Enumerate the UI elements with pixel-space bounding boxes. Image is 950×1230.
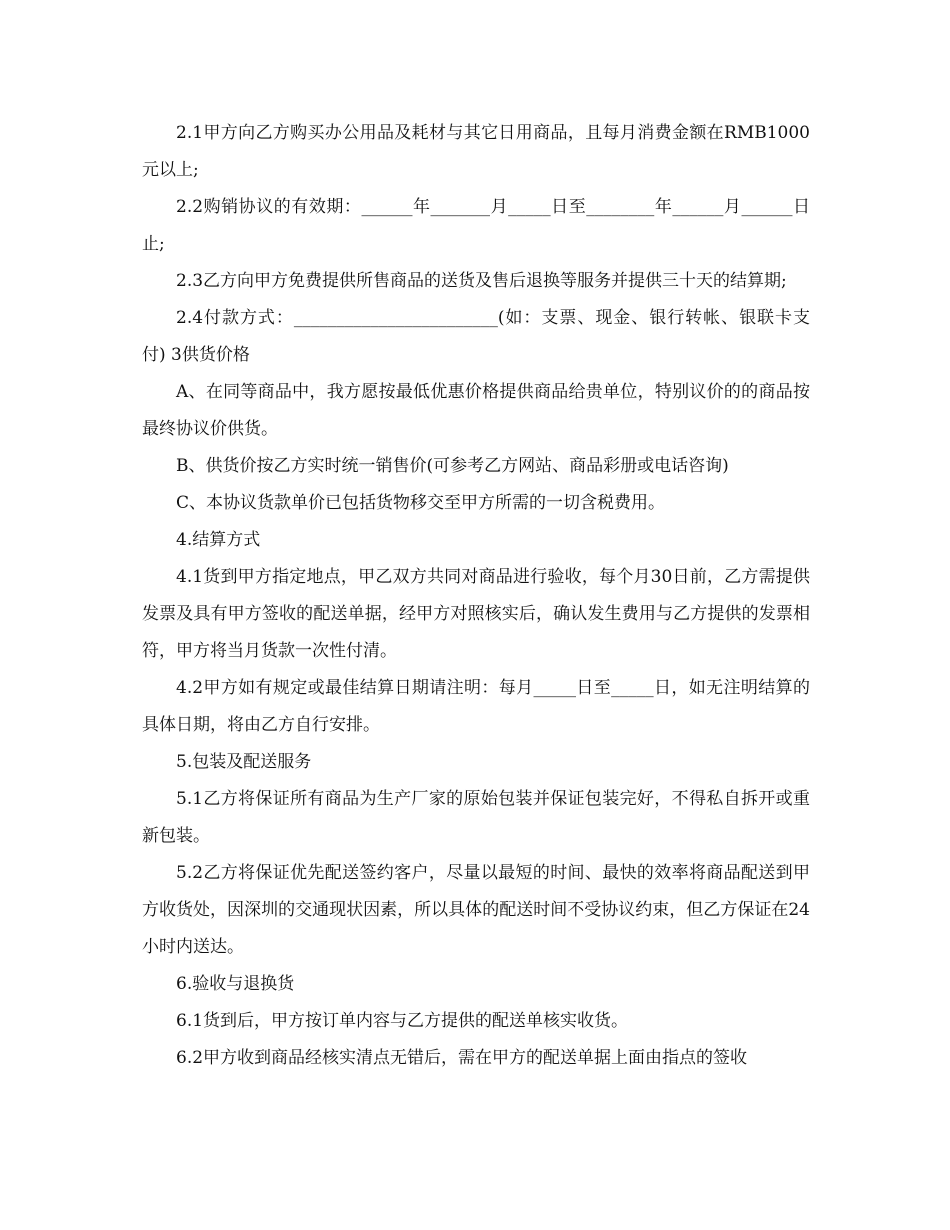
document-body [142, 115, 810, 1077]
section-heading-5: 5.包装及配送服务 [176, 752, 312, 772]
paragraph-6-1: 6.1货到后，甲方按订单内容与乙方提供的配送单核实收货。 [176, 1011, 629, 1031]
paragraph-5-2: 5.2乙方将保证优先配送签约客户，尽量以最短的时间、最快的效率将商品配送到甲方收货处，因深圳的交通现状因素，所以具体的配送时间不受协议约束，但乙方保证在24小时内送达。 [142, 863, 810, 957]
paragraph-b: B、供货价按乙方实时统一销售价(可参考乙方网站、商品彩册或电话咨询) [176, 456, 729, 476]
paragraph-a: A、在同等商品中，我方愿按最低优惠价格提供商品给贵单位，特别议价的的商品按最终协议价供货。 [142, 382, 810, 439]
section-heading-4: 4.结算方式 [176, 530, 261, 550]
paragraph-5-1: 5.1乙方将保证所有商品为生产厂家的原始包装并保证包装完好，不得私自拆开或重新包装。 [142, 789, 810, 846]
paragraph-c: C、本协议货款单价已包括货物移交至甲方所需的一切含税费用。 [176, 493, 666, 513]
paragraph-2-1: 2.1甲方向乙方购买办公用品及耗材与其它日用商品，且每月消费金额在RMB1000元以上; [142, 123, 810, 180]
paragraph-4-2: 4.2甲方如有规定或最佳结算日期请注明：每月_____日至_____日，如无注明结算的具体日期，将由乙方自行安排。 [142, 678, 810, 735]
paragraph-4-1: 4.1货到甲方指定地点，甲乙双方共同对商品进行验收，每个月30日前，乙方需提供发票及具有甲方签收的配送单据，经甲方对照核实后，确认发生费用与乙方提供的发票相符，甲方将当月货款一次性付清。 [142, 567, 810, 661]
paragraph-2-4: 2.4付款方式：________________________(如：支票、现金、银行转帐、银联卡支付) 3供货价格 [142, 308, 810, 365]
section-heading-6: 6.验收与退换货 [176, 974, 295, 994]
paragraph-2-2: 2.2购销协议的有效期：______年_______月_____日至________年______月______日止; [142, 197, 810, 254]
paragraph-6-2: 6.2甲方收到商品经核实清点无错后，需在甲方的配送单据上面由指点的签收 [176, 1048, 748, 1068]
paragraph-2-3: 2.3乙方向甲方免费提供所售商品的送货及售后退换等服务并提供三十天的结算期; [176, 271, 787, 291]
